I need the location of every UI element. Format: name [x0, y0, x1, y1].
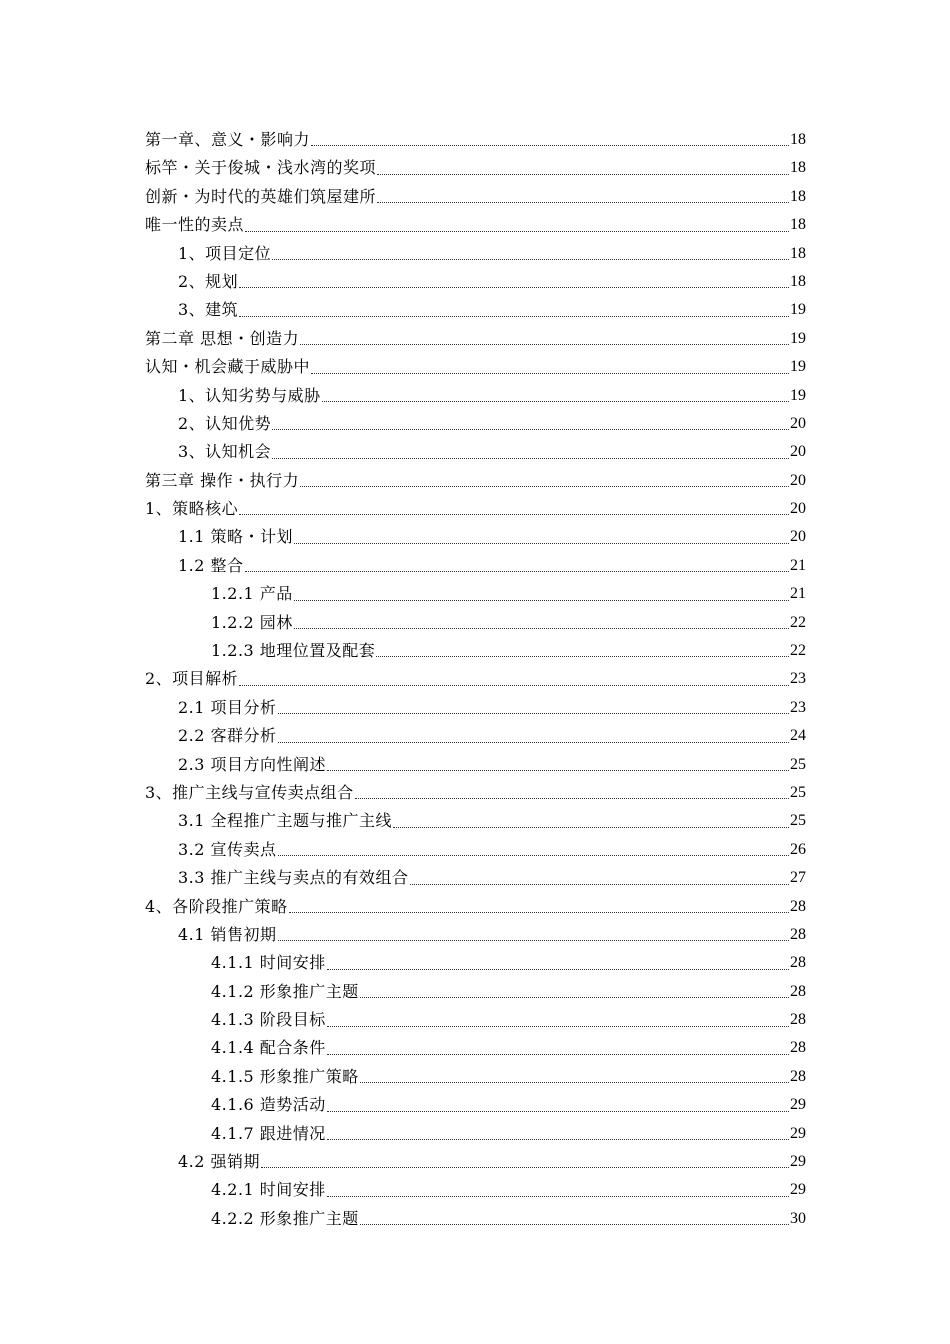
- toc-entry-title: 3、推广主线与宣传卖点组合: [145, 782, 354, 802]
- toc-entry-page-number: 23: [790, 698, 806, 716]
- toc-dot-leader: [239, 316, 789, 317]
- toc-dot-leader: [239, 685, 789, 686]
- toc-dot-leader: [327, 1139, 789, 1140]
- toc-entry-title: 3.3 推广主线与卖点的有效组合: [178, 868, 409, 888]
- toc-entry-page-number: 20: [790, 500, 806, 518]
- toc-entry-title: 4.1.5 形象推广策略: [211, 1066, 359, 1086]
- toc-entry[interactable]: [145, 893, 806, 921]
- toc-entry[interactable]: [145, 609, 806, 637]
- toc-entry[interactable]: [145, 183, 806, 211]
- toc-entry-page-number: 28: [790, 1039, 806, 1057]
- toc-entry-title: 2、规划: [178, 271, 239, 291]
- toc-entry[interactable]: [145, 751, 806, 779]
- toc-entry[interactable]: [145, 864, 806, 892]
- toc-entry[interactable]: [145, 807, 806, 835]
- toc-entry-title: 唯一性的卖点: [145, 215, 245, 235]
- toc-entry[interactable]: [145, 438, 806, 466]
- toc-entry[interactable]: [145, 1120, 806, 1148]
- toc-entry[interactable]: [145, 552, 806, 580]
- toc-dot-leader: [278, 855, 789, 856]
- toc-entry-title: 1.2.1 产品: [211, 584, 293, 604]
- toc-entry[interactable]: [145, 1063, 806, 1091]
- toc-entry-title: 4.1.6 造势活动: [211, 1095, 326, 1115]
- toc-dot-leader: [327, 1111, 789, 1112]
- toc-entry-page-number: 19: [790, 301, 806, 319]
- toc-entry-title: 1、策略核心: [145, 499, 239, 519]
- toc-dot-leader: [278, 940, 789, 941]
- toc-entry[interactable]: [145, 1091, 806, 1119]
- toc-entry-title: 4.1.1 时间安排: [211, 953, 326, 973]
- toc-entry-page-number: 26: [790, 840, 806, 858]
- toc-dot-leader: [239, 514, 789, 515]
- toc-entry-page-number: 27: [790, 869, 806, 887]
- toc-entry[interactable]: [145, 1176, 806, 1204]
- table-of-contents: [145, 126, 806, 1233]
- toc-entry[interactable]: [145, 268, 806, 296]
- toc-entry-page-number: 24: [790, 727, 806, 745]
- toc-dot-leader: [322, 401, 789, 402]
- toc-entry[interactable]: [145, 949, 806, 977]
- toc-dot-leader: [300, 486, 789, 487]
- toc-entry[interactable]: [145, 921, 806, 949]
- toc-entry-page-number: 22: [790, 613, 806, 631]
- toc-dot-leader: [355, 798, 789, 799]
- toc-entry-title: 第一章、意义・影响力: [145, 129, 311, 149]
- toc-dot-leader: [360, 1224, 789, 1225]
- toc-entry-title: 4.1.4 配合条件: [211, 1038, 326, 1058]
- toc-entry[interactable]: [145, 296, 806, 324]
- toc-entry[interactable]: [145, 353, 806, 381]
- toc-entry-title: 1、认知劣势与威胁: [178, 385, 321, 405]
- toc-dot-leader: [272, 429, 789, 430]
- toc-entry-title: 4.1.7 跟进情况: [211, 1123, 326, 1143]
- toc-entry-title: 2、认知优势: [178, 413, 272, 433]
- toc-entry-title: 4、各阶段推广策略: [145, 896, 288, 916]
- toc-dot-leader: [294, 628, 789, 629]
- toc-entry-title: 1.1 策略・计划: [178, 527, 294, 547]
- toc-entry[interactable]: [145, 1035, 806, 1063]
- toc-entry-title: 4.1 销售初期: [178, 924, 277, 944]
- toc-dot-leader: [377, 174, 789, 175]
- toc-entry-page-number: 25: [790, 783, 806, 801]
- toc-entry-page-number: 18: [790, 130, 806, 148]
- toc-entry[interactable]: [145, 722, 806, 750]
- toc-dot-leader: [300, 344, 789, 345]
- toc-entry-page-number: 18: [790, 272, 806, 290]
- toc-entry-title: 4.2 强销期: [178, 1152, 261, 1172]
- toc-entry-page-number: 20: [790, 414, 806, 432]
- toc-entry-page-number: 25: [790, 755, 806, 773]
- toc-entry-page-number: 20: [790, 443, 806, 461]
- toc-dot-leader: [239, 287, 789, 288]
- toc-entry-page-number: 19: [790, 329, 806, 347]
- toc-entry-title: 第二章 思想・创造力: [145, 328, 300, 348]
- toc-dot-leader: [261, 1167, 789, 1168]
- toc-entry[interactable]: [145, 836, 806, 864]
- toc-entry[interactable]: [145, 637, 806, 665]
- toc-entry-page-number: 19: [790, 358, 806, 376]
- toc-entry[interactable]: [145, 779, 806, 807]
- toc-dot-leader: [327, 1026, 789, 1027]
- toc-entry-page-number: 21: [790, 585, 806, 603]
- toc-entry-page-number: 28: [790, 925, 806, 943]
- toc-dot-leader: [294, 543, 789, 544]
- toc-entry[interactable]: [145, 154, 806, 182]
- toc-entry-page-number: 19: [790, 386, 806, 404]
- toc-entry-title: 1.2.2 园林: [211, 612, 293, 632]
- toc-entry[interactable]: [145, 1205, 806, 1233]
- toc-dot-leader: [245, 571, 789, 572]
- toc-entry-page-number: 22: [790, 642, 806, 660]
- toc-dot-leader: [410, 884, 789, 885]
- toc-dot-leader: [278, 713, 789, 714]
- toc-entry-page-number: 28: [790, 897, 806, 915]
- toc-entry[interactable]: [145, 580, 806, 608]
- toc-dot-leader: [272, 259, 789, 260]
- toc-entry-title: 3、建筑: [178, 300, 239, 320]
- toc-entry-title: 标竿・关于俊城・浅水湾的奖项: [145, 158, 377, 178]
- toc-entry[interactable]: [145, 1148, 806, 1176]
- toc-dot-leader: [289, 912, 789, 913]
- toc-dot-leader: [393, 827, 789, 828]
- toc-entry-title: 4.1.3 阶段目标: [211, 1010, 326, 1030]
- toc-entry-page-number: 21: [790, 556, 806, 574]
- toc-entry-title: 3、认知机会: [178, 442, 272, 462]
- toc-entry-page-number: 29: [790, 1153, 806, 1171]
- toc-dot-leader: [272, 458, 789, 459]
- toc-entry[interactable]: [145, 211, 806, 239]
- toc-entry-page-number: 28: [790, 982, 806, 1000]
- toc-entry-title: 创新・为时代的英雄们筑屋建所: [145, 186, 377, 206]
- toc-entry-page-number: 28: [790, 954, 806, 972]
- toc-entry-title: 2、项目解析: [145, 669, 239, 689]
- toc-entry-title: 2.1 项目分析: [178, 697, 277, 717]
- toc-entry-title: 1、项目定位: [178, 243, 272, 263]
- toc-entry-page-number: 28: [790, 1067, 806, 1085]
- toc-dot-leader: [294, 600, 789, 601]
- toc-dot-leader: [327, 770, 789, 771]
- toc-entry-page-number: 18: [790, 244, 806, 262]
- toc-entry[interactable]: [145, 1006, 806, 1034]
- toc-entry[interactable]: [145, 410, 806, 438]
- toc-entry[interactable]: [145, 126, 806, 154]
- toc-entry-title: 1.2 整合: [178, 555, 244, 575]
- toc-entry-title: 4.2.1 时间安排: [211, 1180, 326, 1200]
- toc-entry[interactable]: [145, 523, 806, 551]
- toc-entry-page-number: 18: [790, 216, 806, 234]
- toc-dot-leader: [327, 969, 789, 970]
- toc-entry-page-number: 20: [790, 528, 806, 546]
- toc-entry-page-number: 25: [790, 812, 806, 830]
- toc-dot-leader: [245, 231, 789, 232]
- toc-dot-leader: [311, 145, 789, 146]
- toc-entry-title: 第三章 操作・执行力: [145, 470, 300, 490]
- toc-entry-page-number: 29: [790, 1181, 806, 1199]
- toc-entry-page-number: 18: [790, 187, 806, 205]
- toc-entry-title: 1.2.3 地理位置及配套: [211, 641, 376, 661]
- toc-dot-leader: [327, 1054, 789, 1055]
- toc-dot-leader: [360, 1082, 789, 1083]
- toc-entry[interactable]: [145, 467, 806, 495]
- toc-entry[interactable]: [145, 694, 806, 722]
- toc-entry-title: 3.1 全程推广主题与推广主线: [178, 811, 393, 831]
- toc-entry-page-number: 28: [790, 1011, 806, 1029]
- toc-entry-title: 2.3 项目方向性阐述: [178, 754, 327, 774]
- toc-entry-title: 3.2 宣传卖点: [178, 839, 277, 859]
- toc-entry-title: 认知・机会藏于威胁中: [145, 357, 311, 377]
- toc-dot-leader: [278, 742, 789, 743]
- toc-entry[interactable]: [145, 978, 806, 1006]
- toc-entry-page-number: 23: [790, 670, 806, 688]
- toc-dot-leader: [377, 202, 789, 203]
- toc-dot-leader: [327, 1196, 789, 1197]
- toc-entry[interactable]: [145, 665, 806, 693]
- toc-entry[interactable]: [145, 325, 806, 353]
- toc-dot-leader: [311, 373, 789, 374]
- toc-entry[interactable]: [145, 495, 806, 523]
- toc-entry-page-number: 29: [790, 1124, 806, 1142]
- toc-entry-page-number: 18: [790, 159, 806, 177]
- toc-dot-leader: [360, 997, 789, 998]
- toc-entry-page-number: 30: [790, 1209, 806, 1227]
- toc-entry-page-number: 20: [790, 471, 806, 489]
- toc-entry-title: 4.1.2 形象推广主题: [211, 981, 359, 1001]
- toc-entry[interactable]: [145, 240, 806, 268]
- toc-entry-page-number: 29: [790, 1096, 806, 1114]
- toc-entry-title: 2.2 客群分析: [178, 726, 277, 746]
- toc-dot-leader: [376, 656, 789, 657]
- toc-entry[interactable]: [145, 382, 806, 410]
- toc-entry-title: 4.2.2 形象推广主题: [211, 1208, 359, 1228]
